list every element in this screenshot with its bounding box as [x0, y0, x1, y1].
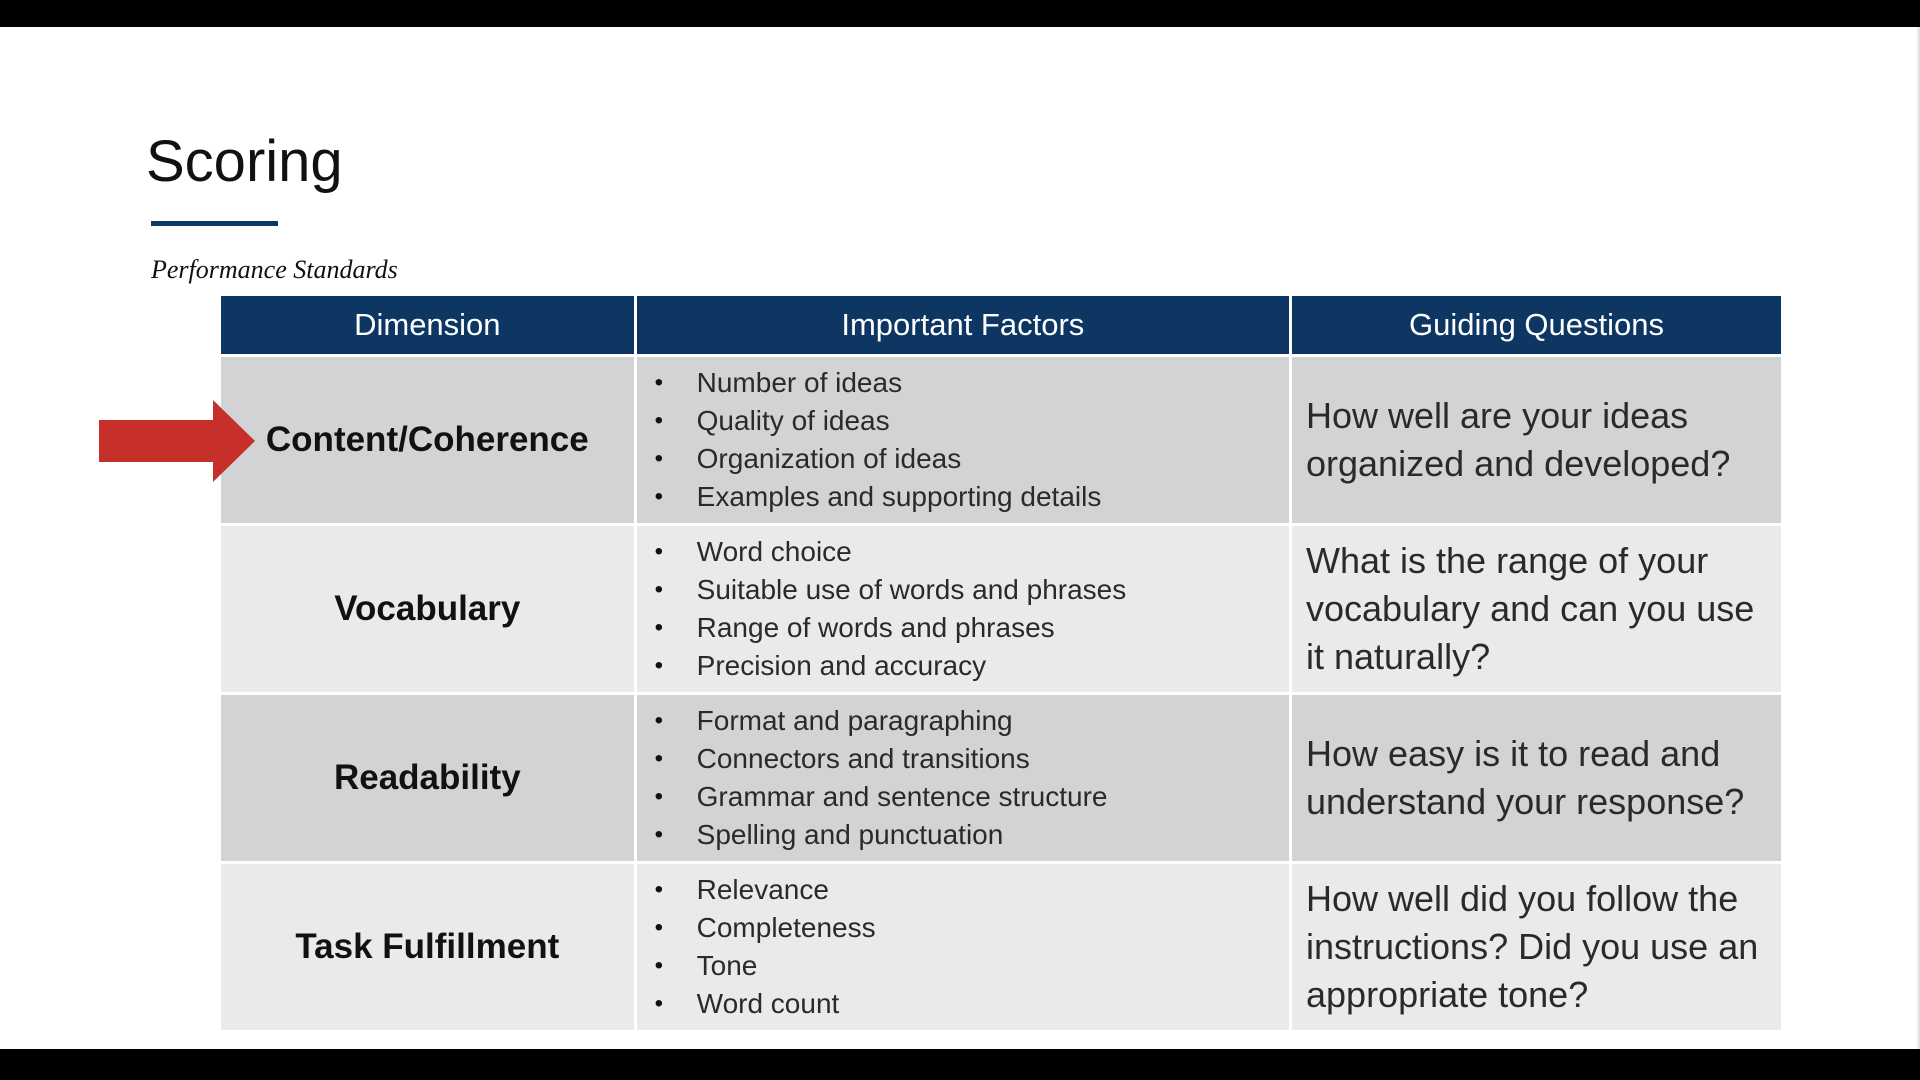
header-dimension: Dimension — [221, 296, 637, 357]
factor-text: Examples and supporting details — [696, 481, 1102, 512]
bullet-icon: • — [654, 538, 664, 565]
bullet-icon: • — [654, 407, 664, 434]
factor-text: Organization of ideas — [696, 443, 962, 474]
factor-text: Suitable use of words and phrases — [696, 574, 1127, 605]
list-item — [651, 909, 1289, 947]
list-item — [651, 533, 1289, 571]
bullet-icon: • — [654, 952, 664, 979]
table-row — [221, 864, 1781, 1033]
dimension-cell: Task Fulfillment — [221, 864, 637, 1033]
list-item — [651, 947, 1289, 985]
factor-list — [637, 702, 1289, 854]
question-cell: What is the range of your vocabulary and can you use it naturally? — [1292, 526, 1781, 695]
bullet-icon: • — [654, 483, 664, 510]
presentation-slide — [0, 27, 1920, 1049]
table-row — [221, 357, 1781, 526]
factors-cell — [637, 695, 1292, 864]
list-item — [651, 647, 1289, 685]
list-item — [651, 440, 1289, 478]
table-row — [221, 695, 1781, 864]
factor-text: Word count — [696, 988, 840, 1019]
factor-text: Range of words and phrases — [696, 612, 1055, 643]
factor-list — [637, 533, 1289, 685]
bullet-icon: • — [654, 576, 664, 603]
dimension-cell: Readability — [221, 695, 637, 864]
pointer-arrow-icon — [99, 400, 255, 482]
factor-text: Spelling and punctuation — [696, 819, 1004, 850]
list-item — [651, 702, 1289, 740]
title-underline — [151, 221, 278, 226]
slide-subtitle: Performance Standards — [151, 255, 398, 284]
list-item — [651, 871, 1289, 909]
list-item — [651, 609, 1289, 647]
bullet-icon: • — [654, 914, 664, 941]
table-header-row — [221, 296, 1781, 357]
bullet-icon: • — [654, 445, 664, 472]
factor-text: Format and paragraphing — [696, 705, 1013, 736]
factor-text: Word choice — [696, 536, 852, 567]
dimension-cell: Vocabulary — [221, 526, 637, 695]
list-item — [651, 740, 1289, 778]
factor-text: Relevance — [696, 874, 829, 905]
bottom-letterbox-bar — [0, 1049, 1920, 1080]
slide-right-edge — [1916, 27, 1920, 1049]
bullet-icon: • — [654, 783, 664, 810]
header-guiding-questions: Guiding Questions — [1292, 296, 1781, 357]
factors-cell — [637, 864, 1292, 1033]
factor-text: Number of ideas — [696, 367, 903, 398]
list-item — [651, 364, 1289, 402]
list-item — [651, 478, 1289, 516]
top-letterbox-bar — [0, 0, 1920, 27]
bullet-icon: • — [654, 369, 664, 396]
factor-text: Grammar and sentence structure — [696, 781, 1108, 812]
performance-standards-table — [221, 296, 1781, 1033]
factor-text: Quality of ideas — [696, 405, 890, 436]
table-row — [221, 526, 1781, 695]
factor-list — [637, 364, 1289, 516]
factor-list — [637, 871, 1289, 1023]
bullet-icon: • — [654, 821, 664, 848]
question-cell: How well are your ideas organized and developed? — [1292, 357, 1781, 526]
factor-text: Tone — [696, 950, 758, 981]
factor-text: Precision and accuracy — [696, 650, 987, 681]
list-item — [651, 571, 1289, 609]
factor-text: Completeness — [696, 912, 876, 943]
list-item — [651, 816, 1289, 854]
list-item — [651, 985, 1289, 1023]
factor-text: Connectors and transitions — [696, 743, 1030, 774]
list-item — [651, 402, 1289, 440]
question-cell: How well did you follow the instructions? Did you use an appropriate tone? — [1292, 864, 1781, 1033]
arrow-shape — [99, 400, 255, 482]
bullet-icon: • — [654, 876, 664, 903]
factors-cell — [637, 357, 1292, 526]
factors-cell — [637, 526, 1292, 695]
question-cell: How easy is it to read and understand your response? — [1292, 695, 1781, 864]
bullet-icon: • — [654, 990, 664, 1017]
header-important-factors: Important Factors — [637, 296, 1292, 357]
bullet-icon: • — [654, 707, 664, 734]
bullet-icon: • — [654, 614, 664, 641]
bullet-icon: • — [654, 745, 664, 772]
dimension-cell: Content/Coherence — [221, 357, 637, 526]
bullet-icon: • — [654, 652, 664, 679]
list-item — [651, 778, 1289, 816]
slide-title: Scoring — [146, 129, 343, 194]
